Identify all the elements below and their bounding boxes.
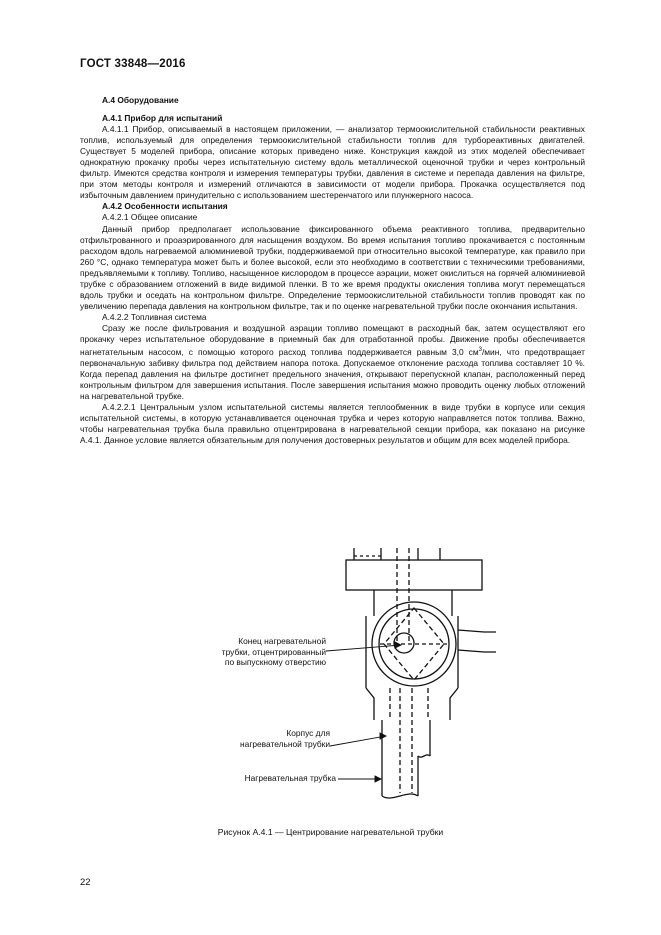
label-tube-housing-line2: нагревательной трубки <box>240 738 330 749</box>
label-tube-housing <box>240 728 330 749</box>
document-header: ГОСТ 33848—2016 <box>80 58 186 70</box>
superscript-3: 3 <box>478 347 482 354</box>
label-tube-end-line2: трубки, отцентрированный <box>221 646 326 657</box>
document-body <box>80 95 585 446</box>
paragraph-a422-part1: Сразу же после фильтрования и воздушной аэрации топливо помещают в расходный бак, затем осуществляют его прокачку через испытательное оборудование в приемный бак для отработанной пробы. Движение пробы обеспечивается нагнетательным насосом, с помощью которого расход топлива поддерживается равным 3,0 см <box>80 322 585 357</box>
heating-tube-centering-drawing <box>196 548 496 818</box>
paragraph-a422 <box>80 323 585 402</box>
figure-caption: Рисунок А.4.1 — Центрирование нагревательной трубки <box>217 827 444 837</box>
figure-a41 <box>196 548 496 818</box>
label-tube-end <box>222 636 326 668</box>
paragraph-a421: Данный прибор предполагает использование фиксированного объема реактивного топлива, предварительно отфильтрованного и проаэрированного для насыщения воздухом. Во время испытания топливо прокачивается с постоянным расходом вдоль нагреваемой алюминиевой трубки, поддерживаемой при относительно высокой температуре, как правило при 260 °С, однако температура может быть и более высокой, если это необходимо в соответствии с техническими требованиями, предъявляемыми к топливу. Топливо, насыщенное кислородом в процессе аэрации, может окислиться на горячей алюминиевой трубке с образованием отложений в виде видимой пленки. В то же время продукты окисления топлива могут перемещаться вдоль трубки и оседать на контрольном фильтре. Определение термоокислительной стабильности топлив проводят как по увеличению перепада давления на контрольном фильтре, так и по оценке нагревательной трубки после окончания испытания. <box>80 223 585 311</box>
label-tube-housing-line1: Корпус для <box>286 728 330 738</box>
label-tube-end-line3: по выпускному отверстию <box>224 657 326 667</box>
label-heating-tube: Нагревательная трубка <box>244 773 336 783</box>
section-a422-title: А.4.2.2 Топливная система <box>102 311 207 322</box>
label-tube-end-line1: Конец нагревательной <box>238 636 326 646</box>
paragraph-a4221: А.4.2.2.1 Центральным узлом испытательной системы является теплообменник в виде трубки в корпусе или секция испытательной системы, в которую устанавливается оценочная трубка и через которую направляется поток топлива. Важно, чтобы нагревательная трубка была правильно отцентрирована в нагревательной секции прибора, как показано на рисунке А.4.1. Данное условие является обязательным для получения достоверных результатов и общим для всех моделей прибора. <box>80 402 585 446</box>
section-a41-title: А.4.1 Прибор для испытаний <box>102 113 223 124</box>
section-a42-title: А.4.2 Особенности испытания <box>102 201 228 212</box>
paragraph-a422-part2: /мин, что предотвращает первоначальную забивку фильтра под действием напора потока. Допускаемое отклонение расхода топлива составляет 10 %. Когда перепад давления на фильтре достигнет предельного значения, открывают перепускной клапан, расположенный перед контрольным фильтром для завершения испытания. После завершения испытания можно проводить оценку любых отложений на нагревательной трубке. <box>80 346 585 402</box>
section-a421-title: А.4.2.1 Общее описание <box>102 212 198 223</box>
page-number: 22 <box>80 877 91 888</box>
section-a4-title: А.4 Оборудование <box>102 95 179 105</box>
paragraph-a411: А.4.1.1 Прибор, описываемый в настоящем приложении, — анализатор термоокислительной стабильности реактивных топлив, используемый для определения термоокислительной стабильности топлив для турбореактивных двигателей. Существует 5 моделей прибора, описание которых приведено ниже. Конструкция каждой из этих моделей обеспечивает однократную прокачку пробы через испытательную систему вдоль металлической оценочной трубки и через контрольный фильтр. Имеются средства контроля и измерения температуры трубки, давления в системе и перепада давления на фильтре, при этом методы контроля и измерений отличаются в зависимости от модели прибора. Прокачка осуществляется под избыточным давлением принудительно с использованием шестеренчатого или плунжерного насоса. <box>80 124 585 201</box>
